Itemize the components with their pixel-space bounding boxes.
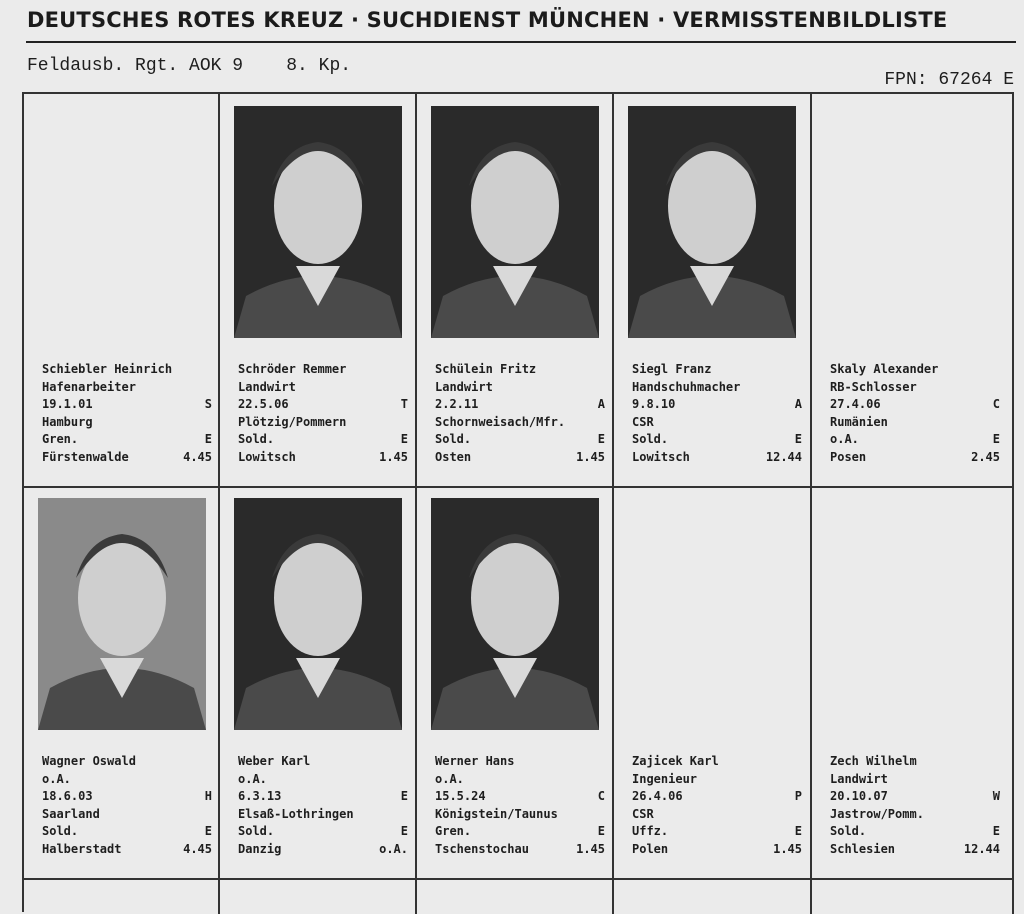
detail-line [435, 414, 605, 432]
detail-text: 27.4.06 [830, 397, 881, 411]
detail-text: Zech Wilhelm [830, 754, 917, 768]
detail-code: E [992, 824, 1000, 838]
detail-text: 22.5.06 [238, 397, 289, 411]
detail-line [632, 771, 802, 789]
detail-code: 4.45 [183, 449, 212, 464]
detail-line [238, 361, 408, 379]
detail-text: 18.6.03 [42, 789, 93, 803]
person-details [238, 361, 408, 466]
detail-code: P [794, 789, 802, 803]
person-card [618, 96, 810, 486]
detail-text: Gren. [42, 432, 79, 446]
detail-line [238, 449, 408, 467]
detail-text: Schornweisach/Mfr. [435, 414, 566, 429]
portrait-photo-icon [38, 498, 206, 730]
detail-line [632, 823, 802, 841]
person-details [42, 361, 212, 466]
detail-text: Rumänien [830, 414, 888, 429]
detail-code: 12.44 [963, 841, 1000, 856]
person-card [28, 96, 220, 486]
detail-code: H [204, 789, 212, 803]
detail-line [632, 396, 802, 414]
detail-line [830, 414, 1000, 432]
detail-code: E [597, 432, 605, 446]
person-details [238, 753, 408, 858]
detail-code: 1.45 [576, 449, 605, 464]
detail-code: 2.45 [971, 449, 1000, 464]
detail-code: o.A. [379, 841, 408, 856]
detail-text: 19.1.01 [42, 397, 93, 411]
grid-line [24, 878, 1014, 880]
header-rule [26, 41, 1016, 43]
person-details [42, 753, 212, 858]
detail-text: Schiebler Heinrich [42, 362, 173, 376]
grid-line [1012, 94, 1014, 914]
detail-line [42, 414, 212, 432]
detail-line [42, 753, 212, 771]
portrait-photo-icon [431, 498, 599, 730]
detail-text: o.A. [830, 432, 859, 446]
detail-text: RB-Schlosser [830, 379, 917, 394]
detail-line [830, 788, 1000, 806]
detail-code: E [400, 824, 408, 838]
detail-code: E [400, 432, 408, 446]
detail-line [42, 788, 212, 806]
person-card [224, 488, 416, 878]
detail-text: 6.3.13 [238, 789, 282, 803]
detail-text: 20.10.07 [830, 789, 888, 803]
detail-line [238, 771, 408, 789]
detail-line [435, 753, 605, 771]
detail-text: Schröder Remmer [238, 362, 347, 376]
detail-code: 12.44 [765, 449, 802, 464]
detail-line [632, 379, 802, 397]
detail-text: 26.4.06 [632, 789, 683, 803]
margin-strip [0, 95, 6, 275]
detail-code: T [400, 397, 408, 411]
detail-text: Sold. [632, 432, 669, 446]
detail-code: E [597, 824, 605, 838]
detail-text: Schlesien [830, 841, 896, 856]
detail-code: E [794, 432, 802, 446]
detail-text: Posen [830, 449, 867, 464]
detail-text: Weber Karl [238, 754, 311, 768]
detail-line [632, 361, 802, 379]
detail-line [830, 753, 1000, 771]
detail-text: Schülein Fritz [435, 362, 537, 376]
detail-line [42, 449, 212, 467]
detail-code: 1.45 [773, 841, 802, 856]
detail-text: Fürstenwalde [42, 449, 129, 464]
detail-text: Polen [632, 841, 669, 856]
detail-text: o.A. [238, 771, 267, 786]
detail-text: Danzig [238, 841, 282, 856]
portrait-photo-icon [234, 106, 402, 338]
person-card [421, 96, 613, 486]
detail-line [238, 788, 408, 806]
detail-text: Hamburg [42, 414, 93, 429]
detail-text: Sold. [238, 824, 275, 838]
detail-line [830, 361, 1000, 379]
detail-code: S [204, 397, 212, 411]
detail-line [830, 841, 1000, 859]
detail-line [435, 806, 605, 824]
detail-text: Zajicek Karl [632, 754, 719, 768]
detail-line [830, 396, 1000, 414]
detail-line [632, 788, 802, 806]
person-card [28, 488, 220, 878]
field-post-number: FPN: 67264 E [884, 70, 1014, 90]
unit-designation: Feldausb. Rgt. AOK 9 8. Kp. [27, 56, 352, 76]
detail-code: E [204, 432, 212, 446]
detail-text: 15.5.24 [435, 789, 486, 803]
person-card [421, 488, 613, 878]
detail-line [435, 396, 605, 414]
portrait-photo-icon [431, 106, 599, 338]
detail-code: 1.45 [576, 841, 605, 856]
detail-code: C [992, 397, 1000, 411]
detail-line [435, 771, 605, 789]
detail-text: Elsaß-Lothringen [238, 806, 354, 821]
detail-text: Werner Hans [435, 754, 515, 768]
detail-text: Saarland [42, 806, 100, 821]
detail-text: Plötzig/Pommern [238, 414, 347, 429]
detail-line [632, 414, 802, 432]
detail-line [238, 753, 408, 771]
detail-line [42, 361, 212, 379]
person-card [618, 488, 810, 878]
detail-line [42, 806, 212, 824]
detail-text: Ingenieur [632, 771, 698, 786]
portrait-photo-icon [628, 106, 796, 338]
detail-text: Skaly Alexander [830, 362, 939, 376]
detail-line [42, 771, 212, 789]
detail-text: Lowitsch [238, 449, 296, 464]
detail-text: 2.2.11 [435, 397, 479, 411]
detail-line [830, 806, 1000, 824]
person-details [830, 753, 1000, 858]
detail-text: Gren. [435, 824, 472, 838]
detail-code: A [597, 397, 605, 411]
detail-line [238, 379, 408, 397]
detail-line [238, 841, 408, 859]
detail-line [435, 449, 605, 467]
detail-text: Hafenarbeiter [42, 379, 136, 394]
person-details [632, 753, 802, 858]
detail-text: Siegl Franz [632, 362, 712, 376]
person-card [816, 488, 1008, 878]
detail-code: W [992, 789, 1000, 803]
detail-line [42, 396, 212, 414]
detail-line [830, 379, 1000, 397]
missing-persons-grid [22, 92, 1014, 912]
detail-text: Tschenstochau [435, 841, 529, 856]
person-details [435, 361, 605, 466]
grid-line [810, 94, 812, 914]
detail-line [632, 431, 802, 449]
detail-text: Sold. [42, 824, 79, 838]
detail-line [830, 823, 1000, 841]
detail-text: Sold. [238, 432, 275, 446]
detail-line [435, 431, 605, 449]
detail-line [435, 379, 605, 397]
page-title: DEUTSCHES ROTES KREUZ · SUCHDIENST MÜNCHEN · VERMISSTENBILDLISTE [27, 8, 948, 32]
detail-code: E [992, 432, 1000, 446]
detail-text: Landwirt [435, 379, 493, 394]
detail-text: Jastrow/Pomm. [830, 806, 924, 821]
detail-text: Uffz. [632, 824, 669, 838]
detail-code: E [400, 789, 408, 803]
detail-text: Halberstadt [42, 841, 122, 856]
detail-text: Sold. [435, 432, 472, 446]
detail-line [830, 771, 1000, 789]
detail-code: A [794, 397, 802, 411]
portrait-photo-icon [234, 498, 402, 730]
detail-line [435, 788, 605, 806]
detail-text: o.A. [435, 771, 464, 786]
detail-text: Wagner Oswald [42, 754, 136, 768]
detail-line [238, 414, 408, 432]
person-card [224, 96, 416, 486]
detail-line [238, 823, 408, 841]
detail-code: E [204, 824, 212, 838]
detail-line [435, 823, 605, 841]
detail-line [42, 841, 212, 859]
detail-text: o.A. [42, 771, 71, 786]
detail-line [830, 431, 1000, 449]
detail-text: CSR [632, 806, 654, 821]
detail-line [632, 449, 802, 467]
detail-line [42, 379, 212, 397]
person-details [435, 753, 605, 858]
detail-line [830, 449, 1000, 467]
detail-line [238, 431, 408, 449]
detail-line [42, 823, 212, 841]
detail-text: Königstein/Taunus [435, 806, 558, 821]
detail-text: Landwirt [238, 379, 296, 394]
person-card [816, 96, 1008, 486]
detail-text: 9.8.10 [632, 397, 676, 411]
detail-text: Sold. [830, 824, 867, 838]
detail-code: 1.45 [379, 449, 408, 464]
detail-line [435, 841, 605, 859]
detail-line [632, 806, 802, 824]
detail-text: Osten [435, 449, 472, 464]
detail-code: E [794, 824, 802, 838]
person-details [632, 361, 802, 466]
detail-line [435, 361, 605, 379]
detail-line [42, 431, 212, 449]
detail-text: Landwirt [830, 771, 888, 786]
detail-code: 4.45 [183, 841, 212, 856]
detail-code: C [597, 789, 605, 803]
person-details [830, 361, 1000, 466]
detail-text: CSR [632, 414, 654, 429]
detail-text: Lowitsch [632, 449, 690, 464]
detail-line [238, 806, 408, 824]
detail-line [632, 753, 802, 771]
detail-text: Handschuhmacher [632, 379, 741, 394]
detail-line [632, 841, 802, 859]
detail-line [238, 396, 408, 414]
